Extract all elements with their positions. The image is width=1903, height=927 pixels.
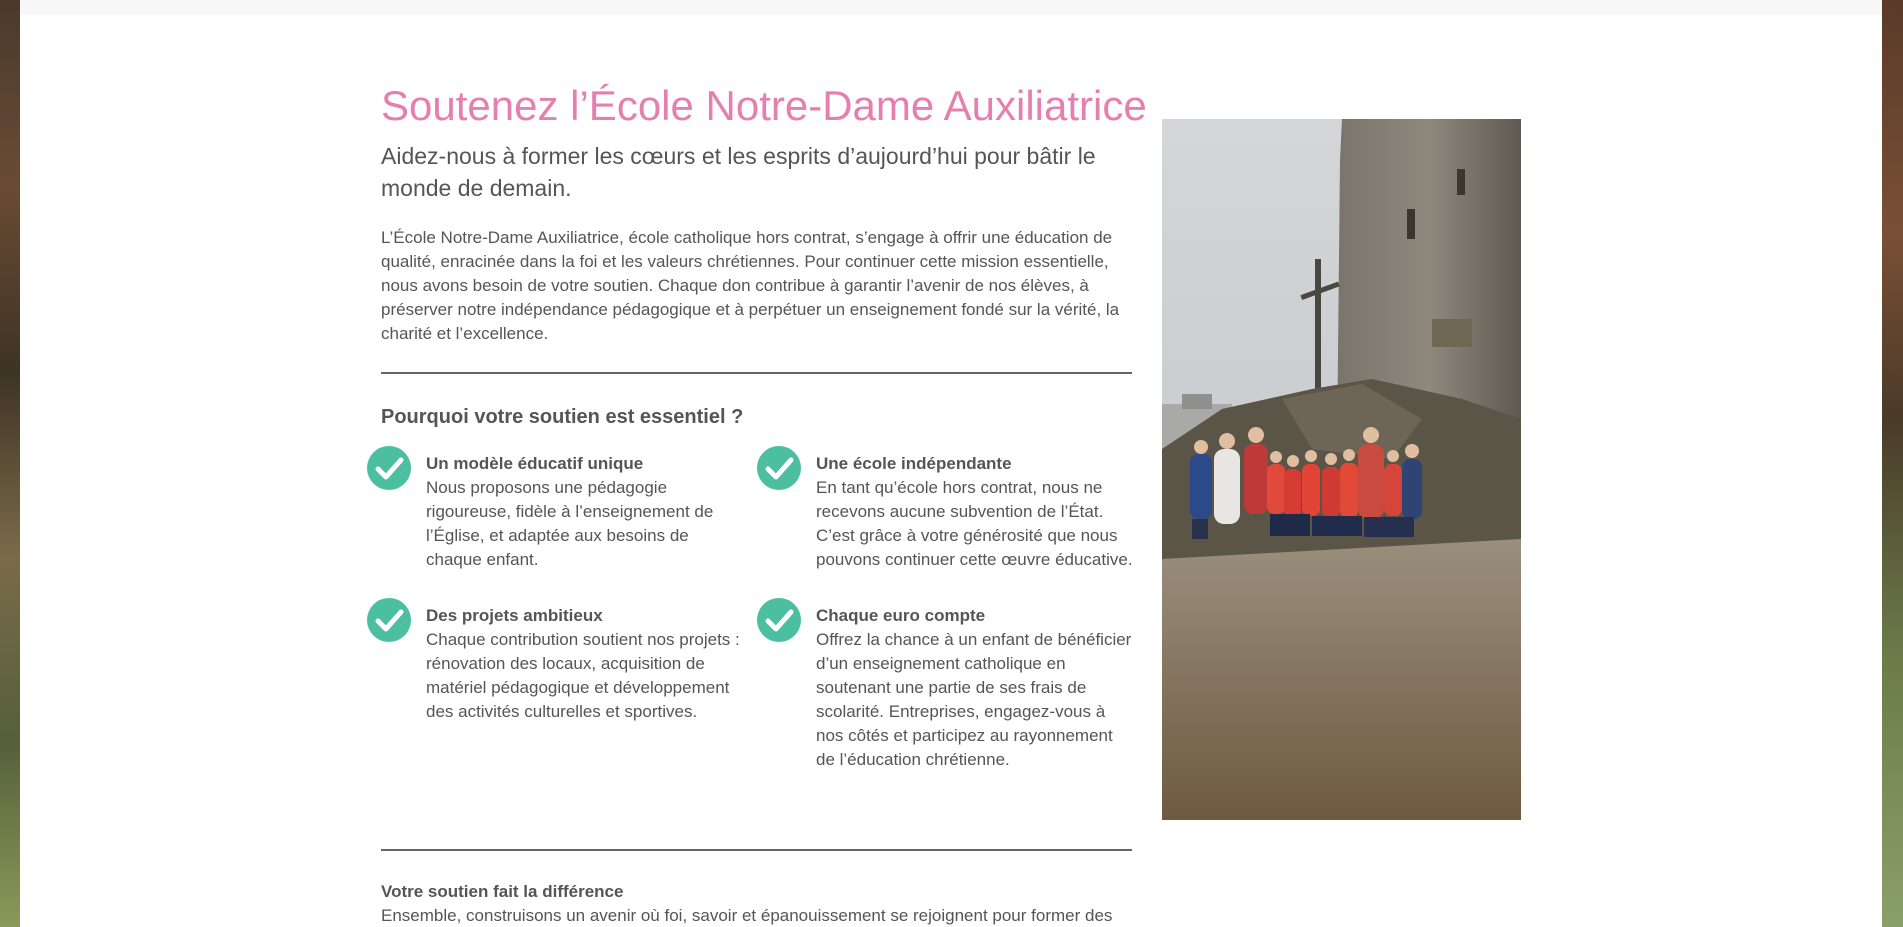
why-heading: Pourquoi votre soutien est essentiel ? xyxy=(381,406,744,428)
check-circle-icon xyxy=(757,446,801,490)
school-group-photo xyxy=(1162,119,1521,820)
feature-item xyxy=(381,604,761,724)
support-section xyxy=(381,880,1161,927)
feature-item xyxy=(771,604,1151,772)
main-content xyxy=(381,78,1147,822)
page-title: Soutenez l’École Notre-Dame Auxiliatrice xyxy=(381,82,1147,129)
feature-text: Chaque contribution soutient nos projets : rénovation des locaux, acquisition de matériel pédagogique et développement des activités culturelles et sportives. xyxy=(426,630,740,721)
page-container xyxy=(20,0,1882,927)
check-circle-icon xyxy=(367,598,411,642)
feature-title: Chaque euro compte xyxy=(816,606,986,625)
support-text: Ensemble, construisons un avenir où foi, savoir et épanouissement se rejoignent pour former des xyxy=(381,906,1113,925)
top-bar xyxy=(20,0,1882,15)
intro-paragraph: L’École Notre-Dame Auxiliatrice, école catholique hors contrat, s’engage à offrir une éducation de qualité, enracinée dans la foi et les valeurs chrétiennes. Pour continuer cette mission essentielle, nous avons besoin de votre soutien. Chaque don contribue à garantir l’avenir de nos élèves, à préserver notre indépendance pédagogique et à perpétuer un enseignement fondé sur la vérité, la charité et l’excellence. xyxy=(381,228,1120,343)
feature-item xyxy=(771,452,1151,572)
check-circle-icon xyxy=(757,598,801,642)
feature-text: Nous proposons une pédagogie rigoureuse, fidèle à l’enseignement de l’Église, et adaptée aux besoins de chaque enfant. xyxy=(426,478,714,569)
background-right xyxy=(1882,0,1903,927)
feature-title: Un modèle éducatif unique xyxy=(426,454,644,473)
feature-title: Une école indépendante xyxy=(816,454,1012,473)
background-left xyxy=(0,0,20,927)
feature-title: Des projets ambitieux xyxy=(426,606,603,625)
page-subtitle: Aidez-nous à former les cœurs et les esprits d’aujourd’hui pour bâtir le monde de demain. xyxy=(381,143,1096,201)
features-grid xyxy=(381,452,1136,822)
section-divider xyxy=(381,849,1132,851)
feature-item xyxy=(381,452,761,572)
check-circle-icon xyxy=(367,446,411,490)
support-title: Votre soutien fait la différence xyxy=(381,882,624,901)
feature-text: Offrez la chance à un enfant de bénéficier d’un enseignement catholique en soutenant une partie de ses frais de scolarité. Entreprises, engagez-vous à nos côtés et participez au rayonnement de l’éducation chrétienne. xyxy=(816,630,1132,769)
feature-text: En tant qu’école hors contrat, nous ne recevons aucune subvention de l’État. C’est grâce à votre générosité que nous pouvons continuer cette œuvre éducative. xyxy=(816,478,1133,569)
section-divider xyxy=(381,372,1132,374)
